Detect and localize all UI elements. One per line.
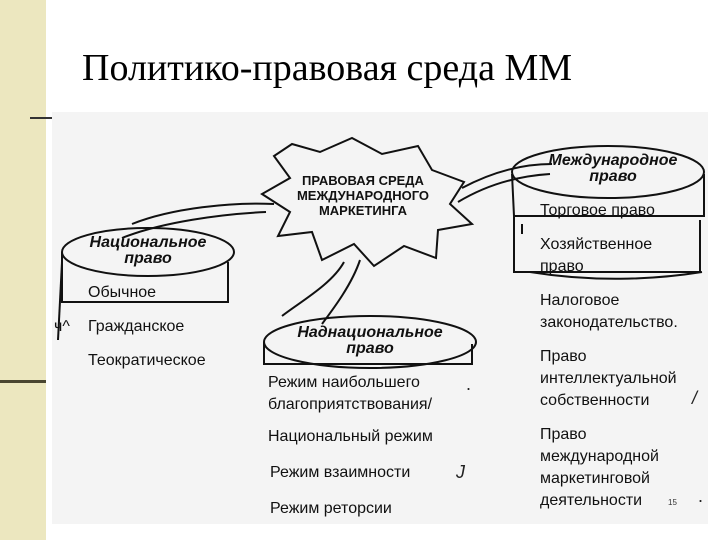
national-item-2: Гражданское (88, 318, 185, 335)
center-line-3: МАРКЕТИНГА (318, 202, 408, 218)
connector-national (132, 204, 274, 224)
international-header-2: право (589, 168, 637, 186)
supranational-item-4: Режим взаимности (270, 464, 411, 481)
legal-environment-diagram (52, 112, 708, 524)
national-header-1: Национальное (89, 234, 207, 251)
national-prefix-mark: ч^ (54, 318, 70, 335)
page-number: 15 (668, 498, 677, 507)
national-header (74, 234, 222, 269)
center-line-2: МЕЖДУНАРОДНОГО (296, 187, 430, 203)
supranational-mark-dot: . (466, 374, 472, 394)
supranational-item-1: Режим наибольшего (268, 374, 420, 391)
national-item-3: Теократическое (88, 352, 206, 369)
international-item-4: Налоговое (540, 292, 620, 309)
international-mark-slash: / (692, 388, 698, 408)
slide-title: Политико-правовая среда ММ (82, 47, 573, 89)
international-item-5: законодательство. (540, 314, 678, 331)
national-item-1: Обычное (88, 284, 157, 301)
center-label (288, 174, 438, 219)
supranational-item-3: Национальный режим (268, 428, 433, 445)
international-item-9: Право (540, 426, 587, 443)
international-mark-dot: . (698, 486, 704, 506)
international-item-7: интеллектуальной (540, 370, 677, 387)
international-header (528, 152, 698, 187)
international-item-10: международной (540, 448, 659, 465)
international-item-11: маркетинговой (540, 470, 650, 487)
center-line-1: ПРАВОВАЯ СРЕДА (302, 173, 424, 188)
international-item-1: Торговое право (540, 202, 655, 219)
supranational-mark-j: J (456, 462, 465, 482)
supranational-header-1: Наднациональное (297, 324, 443, 341)
international-item-8: собственности (540, 392, 650, 409)
international-header-1: Международное (548, 152, 678, 169)
international-item-12: деятельности (540, 492, 643, 509)
left-decor-band (0, 0, 46, 540)
international-item-6: Право (540, 348, 587, 365)
supranational-header (274, 324, 466, 359)
left-decor-line (0, 380, 46, 383)
supranational-item-2: благоприятствования/ (268, 396, 433, 413)
international-item-3: право (540, 258, 584, 275)
supranational-header-2: право (346, 340, 394, 358)
national-header-2: право (124, 250, 172, 268)
supranational-item-5: Режим реторсии (270, 500, 392, 517)
international-item-2: Хозяйственное (540, 236, 653, 253)
